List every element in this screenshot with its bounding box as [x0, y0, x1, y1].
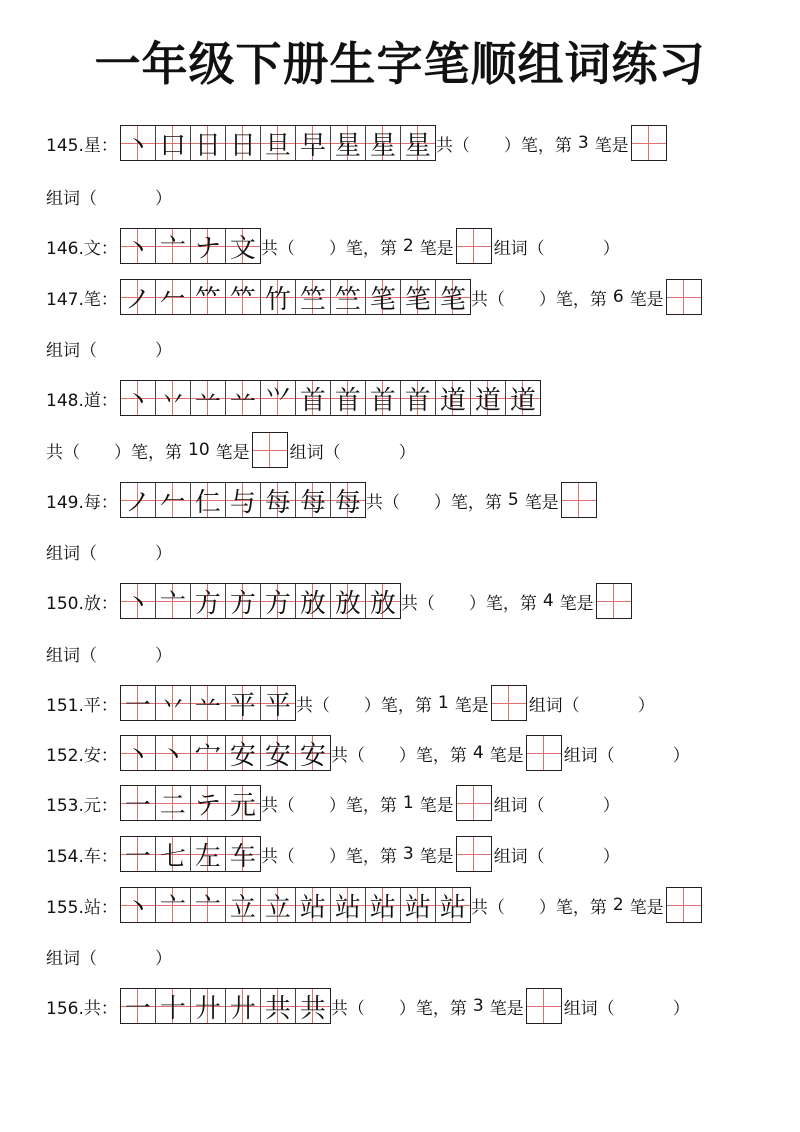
zuci-line: [46, 531, 172, 571]
stroke-order-strip: [120, 228, 261, 264]
stroke-cell: 𥫗: [191, 280, 226, 314]
answer-box[interactable]: [631, 125, 667, 161]
stroke-order-strip: [120, 887, 471, 923]
stroke-cell: 丷: [156, 381, 191, 415]
stroke-cell: 共: [296, 989, 330, 1023]
answer-box[interactable]: [456, 836, 492, 872]
zuci-close: ）: [637, 695, 655, 716]
item-151: [46, 683, 655, 723]
zuci-line: [46, 633, 172, 673]
stroke-nth-text: ）笔，第: [328, 238, 397, 259]
stroke-cell: 竺: [331, 280, 366, 314]
stroke-cell: 一: [121, 786, 156, 820]
stroke-cell: 丶: [121, 888, 156, 922]
stroke-cell: 共: [261, 989, 296, 1023]
stroke-nth-number: 2: [612, 895, 624, 915]
item-152: [46, 733, 690, 773]
answer-box[interactable]: [456, 228, 492, 264]
stroke-cell: 放: [366, 584, 400, 618]
zuci-open: 组词（: [493, 238, 545, 259]
answer-box[interactable]: [526, 735, 562, 771]
page-title: 一年级下册生字笔顺组词练习: [94, 37, 706, 91]
stroke-cell: 左: [191, 837, 226, 871]
item-label: 148.道：: [46, 390, 118, 411]
zuci-line: [46, 936, 172, 976]
answer-box[interactable]: [561, 482, 597, 518]
stroke-cell: 文: [226, 229, 260, 263]
item-label: 147.笔：: [46, 289, 118, 310]
zuci-close: ）: [155, 543, 172, 564]
zuci-close: ）: [155, 188, 172, 209]
stroke-cell: 丶: [121, 126, 156, 160]
stroke-is-text: 笔是: [629, 897, 664, 918]
zuci-open: 组词（: [46, 188, 97, 209]
stroke-cell: 日: [191, 126, 226, 160]
stroke-nth-text: ）笔，第: [468, 593, 537, 614]
stroke-cell: 星: [331, 126, 366, 160]
item-147: [46, 277, 704, 317]
stroke-nth-number: 3: [472, 996, 484, 1016]
stroke-is-text: 笔是: [524, 492, 559, 513]
total-strokes-open: 共（: [470, 897, 505, 918]
stroke-cell: 站: [296, 888, 331, 922]
stroke-cell: 星: [366, 126, 401, 160]
stroke-nth-text: ）笔，第: [538, 289, 607, 310]
total-strokes-open: 共（: [365, 492, 400, 513]
item-label: 153.元：: [46, 795, 118, 816]
stroke-cell: 宀: [191, 736, 226, 770]
stroke-order-strip: [120, 482, 366, 518]
zuci-open: 组词（: [46, 645, 97, 666]
stroke-cell: 䒑: [226, 381, 261, 415]
stroke-nth-number: 1: [402, 793, 414, 813]
stroke-cell: 一: [121, 686, 156, 720]
stroke-cell: 元: [226, 786, 260, 820]
stroke-is-text: 笔是: [594, 135, 629, 156]
zuci-close: ）: [602, 238, 620, 259]
stroke-cell: 竺: [296, 280, 331, 314]
zuci-line: [46, 176, 172, 216]
stroke-cell: 亠: [156, 229, 191, 263]
stroke-cell: 𥫗: [226, 280, 261, 314]
stroke-cell: 笔: [366, 280, 401, 314]
stroke-cell: 十: [156, 989, 191, 1023]
total-strokes-open: 共（: [260, 795, 295, 816]
stroke-nth-number: 1: [437, 693, 449, 713]
item-155: [46, 885, 704, 925]
zuci-open: 组词（: [493, 795, 545, 816]
stroke-nth-text: ）笔，第: [328, 846, 397, 867]
stroke-cell: 笔: [436, 280, 470, 314]
stroke-cell: 首: [401, 381, 436, 415]
stroke-cell: 站: [401, 888, 436, 922]
item-label: 145.星：: [46, 135, 118, 156]
stroke-cell: 仁: [191, 483, 226, 517]
stroke-cell: 廾: [191, 989, 226, 1023]
stroke-cell: 与: [226, 483, 261, 517]
stroke-cell: ノ: [121, 280, 156, 314]
stroke-cell: 首: [296, 381, 331, 415]
stroke-cell: ノ: [121, 483, 156, 517]
stroke-order-strip: [120, 785, 261, 821]
stroke-cell: 亠: [156, 888, 191, 922]
zuci-open: 组词（: [46, 340, 97, 361]
item-label: 146.文：: [46, 238, 118, 259]
total-strokes-open: 共（: [295, 695, 330, 716]
answer-box[interactable]: [456, 785, 492, 821]
zuci-open: 组词（: [563, 745, 615, 766]
total-strokes-open: 共（: [400, 593, 435, 614]
stroke-nth-text: ）笔，第: [398, 745, 467, 766]
stroke-nth-text: ）笔，第: [328, 795, 397, 816]
answer-box[interactable]: [666, 279, 702, 315]
stroke-nth-number: 10: [188, 440, 210, 460]
total-strokes-open: 共（: [260, 846, 295, 867]
zuci-close: ）: [602, 795, 620, 816]
answer-box[interactable]: [526, 988, 562, 1024]
stroke-cell: 丶: [121, 736, 156, 770]
total-strokes-open: 共（: [435, 135, 470, 156]
item-148: [46, 378, 541, 418]
stroke-cell: 首: [331, 381, 366, 415]
zuci-close: ）: [155, 645, 172, 666]
total-strokes-open: 共（: [330, 745, 365, 766]
stroke-cell: 𠂉: [156, 483, 191, 517]
item-156: [46, 986, 690, 1026]
stroke-nth-text: ）笔，第: [538, 897, 607, 918]
stroke-order-strip: [120, 735, 331, 771]
total-strokes-open: 共（: [46, 442, 80, 463]
zuci-open: 组词（: [528, 695, 580, 716]
stroke-cell: テ: [191, 786, 226, 820]
stroke-cell: 首: [366, 381, 401, 415]
stroke-cell: 安: [226, 736, 261, 770]
stroke-cell: 放: [296, 584, 331, 618]
zuci-open: 组词（: [563, 998, 615, 1019]
stroke-nth-text: ）笔，第: [433, 492, 502, 513]
stroke-cell: 立: [226, 888, 261, 922]
stroke-cell: ナ: [191, 229, 226, 263]
stroke-nth-number: 3: [577, 133, 589, 153]
stroke-is-text: 笔是: [419, 238, 454, 259]
stroke-cell: 每: [331, 483, 365, 517]
zuci-close: ）: [155, 948, 172, 969]
stroke-order-strip: [120, 279, 471, 315]
stroke-nth-text: ）笔，第: [398, 998, 467, 1019]
stroke-cell: 早: [296, 126, 331, 160]
stroke-cell: 道: [436, 381, 471, 415]
stroke-cell: 一: [121, 837, 156, 871]
stroke-nth-number: 3: [402, 844, 414, 864]
zuci-close: ）: [672, 998, 690, 1019]
stroke-cell: 每: [296, 483, 331, 517]
stroke-nth-number: 6: [612, 287, 624, 307]
stroke-cell: 口: [156, 126, 191, 160]
zuci-open: 组词（: [46, 543, 97, 564]
stroke-cell: 旦: [261, 126, 296, 160]
stroke-cell: 竹: [261, 280, 296, 314]
stroke-cell: 方: [261, 584, 296, 618]
stroke-order-strip: [120, 988, 331, 1024]
stroke-cell: 笔: [401, 280, 436, 314]
stroke-nth-number: 5: [507, 490, 519, 510]
stroke-cell: 站: [366, 888, 401, 922]
stroke-nth-text: ）笔，第: [114, 442, 182, 463]
stroke-cell: 方: [226, 584, 261, 618]
zuci-open: 组词（: [493, 846, 545, 867]
stroke-cell: 方: [191, 584, 226, 618]
stroke-is-text: 笔是: [559, 593, 594, 614]
zuci-open: 组词（: [289, 442, 341, 463]
stroke-cell: 亠: [156, 584, 191, 618]
stroke-nth-number: 4: [542, 591, 554, 611]
item-label: 156.共：: [46, 998, 118, 1019]
total-strokes-open: 共（: [470, 289, 505, 310]
stroke-nth-text: ）笔，第: [363, 695, 432, 716]
stroke-cell: 平: [261, 686, 295, 720]
item-150: [46, 581, 634, 621]
stroke-cell: 道: [506, 381, 540, 415]
stroke-cell: 亠: [191, 888, 226, 922]
stroke-cell: 日: [226, 126, 261, 160]
stroke-cell: ⺍: [261, 381, 296, 415]
stroke-cell: 道: [471, 381, 506, 415]
item-label: 149.每：: [46, 492, 118, 513]
total-strokes-open: 共（: [260, 238, 295, 259]
answer-box[interactable]: [252, 432, 288, 468]
stroke-order-strip: [120, 685, 296, 721]
stroke-cell: 安: [296, 736, 330, 770]
item-153: [46, 783, 620, 823]
stroke-cell: 丶: [121, 229, 156, 263]
answer-box[interactable]: [491, 685, 527, 721]
zuci-close: ）: [155, 340, 172, 361]
stroke-cell: 每: [261, 483, 296, 517]
stroke-nth-number: 2: [402, 236, 414, 256]
stroke-cell: 立: [261, 888, 296, 922]
stroke-cell: 站: [331, 888, 366, 922]
stroke-cell: 安: [261, 736, 296, 770]
item-146: [46, 226, 620, 266]
zuci-close: ）: [398, 442, 416, 463]
stroke-is-text: 笔是: [419, 846, 454, 867]
item-149: [46, 480, 599, 520]
answer-box[interactable]: [666, 887, 702, 923]
stroke-cell: 放: [331, 584, 366, 618]
stroke-order-strip: [120, 836, 261, 872]
answer-box[interactable]: [596, 583, 632, 619]
item-145: [46, 123, 669, 163]
item-label: 155.站：: [46, 897, 118, 918]
stroke-is-text: 笔是: [489, 998, 524, 1019]
stroke-is-text: 笔是: [419, 795, 454, 816]
stroke-order-strip: [120, 380, 541, 416]
item-label: 151.平：: [46, 695, 118, 716]
stroke-cell: 七: [156, 837, 191, 871]
stroke-is-text: 笔是: [215, 442, 250, 463]
stroke-cell: 䒑: [191, 381, 226, 415]
zuci-close: ）: [672, 745, 690, 766]
stroke-is-text: 笔是: [489, 745, 524, 766]
item-154: [46, 834, 620, 874]
stroke-cell: 站: [436, 888, 470, 922]
stroke-is-text: 笔是: [629, 289, 664, 310]
stroke-cell: 平: [226, 686, 261, 720]
stroke-nth-text: ）笔，第: [503, 135, 572, 156]
stroke-cell: 丶: [121, 584, 156, 618]
stroke-is-text: 笔是: [454, 695, 489, 716]
stroke-cell: 丶: [156, 736, 191, 770]
zuci-close: ）: [602, 846, 620, 867]
stroke-cell: 二: [156, 786, 191, 820]
stroke-cell: 䒑: [191, 686, 226, 720]
total-strokes-open: 共（: [330, 998, 365, 1019]
item-148-answers: [46, 430, 416, 470]
stroke-cell: 廾: [226, 989, 261, 1023]
stroke-order-strip: [120, 583, 401, 619]
item-label: 154.车：: [46, 846, 118, 867]
stroke-cell: 一: [121, 989, 156, 1023]
stroke-nth-number: 4: [472, 743, 484, 763]
zuci-open: 组词（: [46, 948, 97, 969]
stroke-cell: 车: [226, 837, 260, 871]
zuci-line: [46, 328, 172, 368]
item-label: 150.放：: [46, 593, 118, 614]
stroke-cell: 𠂉: [156, 280, 191, 314]
item-label: 152.安：: [46, 745, 118, 766]
stroke-cell: 丷: [156, 686, 191, 720]
stroke-cell: 星: [401, 126, 435, 160]
stroke-order-strip: [120, 125, 436, 161]
stroke-cell: 丶: [121, 381, 156, 415]
